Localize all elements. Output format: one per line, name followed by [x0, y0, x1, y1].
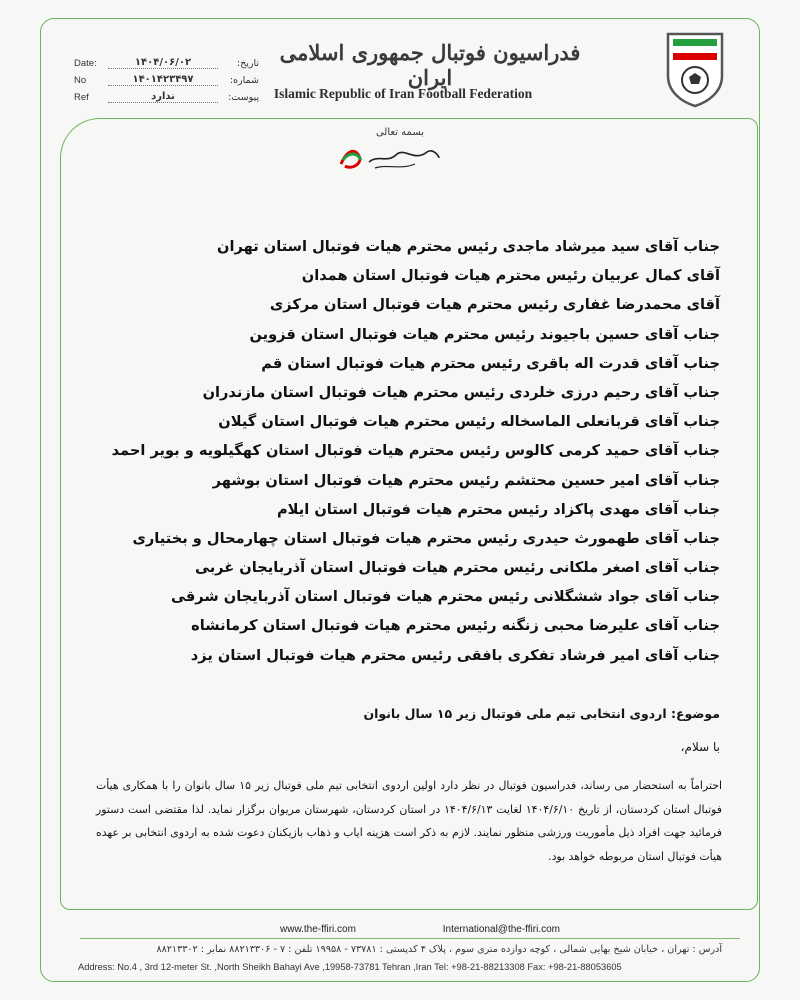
ref-label-fa: پیوست:: [228, 92, 259, 103]
meta-date-row: [74, 58, 259, 75]
basmala: بسمه تعالی: [375, 127, 425, 138]
meta-ref-row: [74, 92, 259, 109]
footer-contact: [280, 924, 560, 935]
federation-name-fa: فدراسیون فوتبال جمهوری اسلامی ایران: [279, 40, 581, 90]
recipient-line: جناب آقای حسین باجیوند رئیس محترم هیات فوتبال استان قزوین: [249, 325, 720, 343]
recipient-line: آقای محمدرضا غفاری رئیس محترم هیات فوتبال استان مرکزی: [269, 296, 720, 314]
recipient-line: جناب آقای امیر فرشاد تفکری بافقی رئیس محترم هیات فوتبال استان یزد: [190, 646, 720, 664]
number-label-fa: شماره:: [229, 75, 259, 86]
recipient-line: جناب آقای سید میرشاد ماجدی رئیس محترم هیات فوتبال استان تهران: [217, 238, 720, 255]
recipient-line: جناب آقای حمید کرمی کالوس رئیس محترم هیات فوتبال استان کهگیلویه و بویر احمد: [111, 442, 720, 460]
ref-value: ندارد: [108, 91, 218, 103]
letter-subject: موضوع: اردوی انتخابی تیم ملی فوتبال زیر ۱۵ سال بانوان: [363, 706, 720, 721]
recipient-line: جناب آقای مهدی پاکزاد رئیس محترم هیات فوتبال استان ایلام: [276, 500, 720, 518]
footer-address-fa: آدرس : تهران ، خیابان شیخ بهایی شمالی ، کوچه دوازده متری سوم ، پلاک ۴ کدپستی : ۷۳۷۸۱ - ۱۹۹۵۸ تلفن : ۷ - ۸۸۲۱۳۳۰۶ نمابر : ۸۸۲۱۳۳۰۲: [156, 944, 722, 955]
number-label-en: No: [74, 75, 87, 86]
recipient-line: آقای کمال عربیان رئیس محترم هیات فوتبال استان همدان: [301, 267, 720, 285]
footer-email: International@the-ffiri.com: [442, 924, 560, 935]
date-label-en: Date:: [74, 58, 97, 69]
recipient-line: جناب آقای اصغر ملکانی رئیس محترم هیات فوتبال استان آذربایجان غربی: [194, 559, 720, 577]
recipient-line: جناب آقای امیر حسین محتشم رئیس محترم هیات فوتبال استان بوشهر: [212, 471, 720, 489]
footer-address-en: Address: No.4 , 3rd 12-meter St. ,North Sheikh Bahayi Ave ,19958-73781 Tehran ,Iran Tel: +98-21-88213308 Fax: +98-21-88053605: [78, 962, 622, 972]
recipients-list: [90, 232, 720, 670]
federation-logo-icon: [664, 30, 726, 108]
footer-website: www.the-ffiri.com: [280, 924, 356, 935]
letter-meta: [74, 58, 259, 109]
recipient-line: جناب آقای طهمورث حیدری رئیس محترم هیات فوتبال استان چهارمحال و بختیاری: [132, 529, 720, 547]
federation-name-en: Islamic Republic of Iran Football Federation: [273, 86, 533, 101]
recipient-line: جناب آقای رحیم درزی خلردی رئیس محترم هیات فوتبال استان مازندران: [202, 383, 720, 401]
date-label-fa: تاریخ:: [236, 58, 259, 69]
meta-number-row: [74, 75, 259, 92]
calligraphy-logo-icon: [335, 140, 445, 174]
recipient-line: جناب آقای جواد ششگلانی رئیس محترم هیات فوتبال استان آذربایجان شرقی: [170, 588, 720, 606]
number-value: ۱۴۰۱۴۲۳۴۹۷: [108, 74, 218, 86]
recipient-line: جناب آقای علیرضا محبی زنگنه رئیس محترم هیات فوتبال استان کرمانشاه: [191, 617, 720, 635]
recipient-line: جناب آقای قربانعلی الماسخاله رئیس محترم هیات فوتبال استان گیلان: [218, 413, 720, 431]
date-value: ۱۴۰۴/۰۶/۰۲: [108, 57, 218, 69]
recipient-line: جناب آقای قدرت اله باقری رئیس محترم هیات فوتبال استان قم: [261, 354, 720, 372]
letter-body: احتراماً به استحضار می رساند، فدراسیون فوتبال در نظر دارد اولین اردوی انتخابی تیم ملی فوتبال زیر ۱۵ سال بانوان را با همکاری هیأت فوتبال استان کردستان، از تاریخ ۱۴۰۴/۶/۱۰ لغایت ۱۴۰۴/۶/۱۳ در استان کردستان، شهرستان مریوان برگزار نماید. لذا مقتضی است دستور فرمائید جهت افراد ذیل مأموریت ورزشی منظور نمایند. لازم به ذکر است هزینه ایاب و ذهاب بازیکنان دعوت شده به اردوی انتخابی بر عهده هیأت فوتبال استان مربوطه خواهد بود.: [96, 779, 723, 863]
letter-greeting: با سلام،: [680, 740, 720, 754]
ref-label-en: Ref: [74, 92, 89, 103]
footer-divider: [80, 938, 740, 939]
